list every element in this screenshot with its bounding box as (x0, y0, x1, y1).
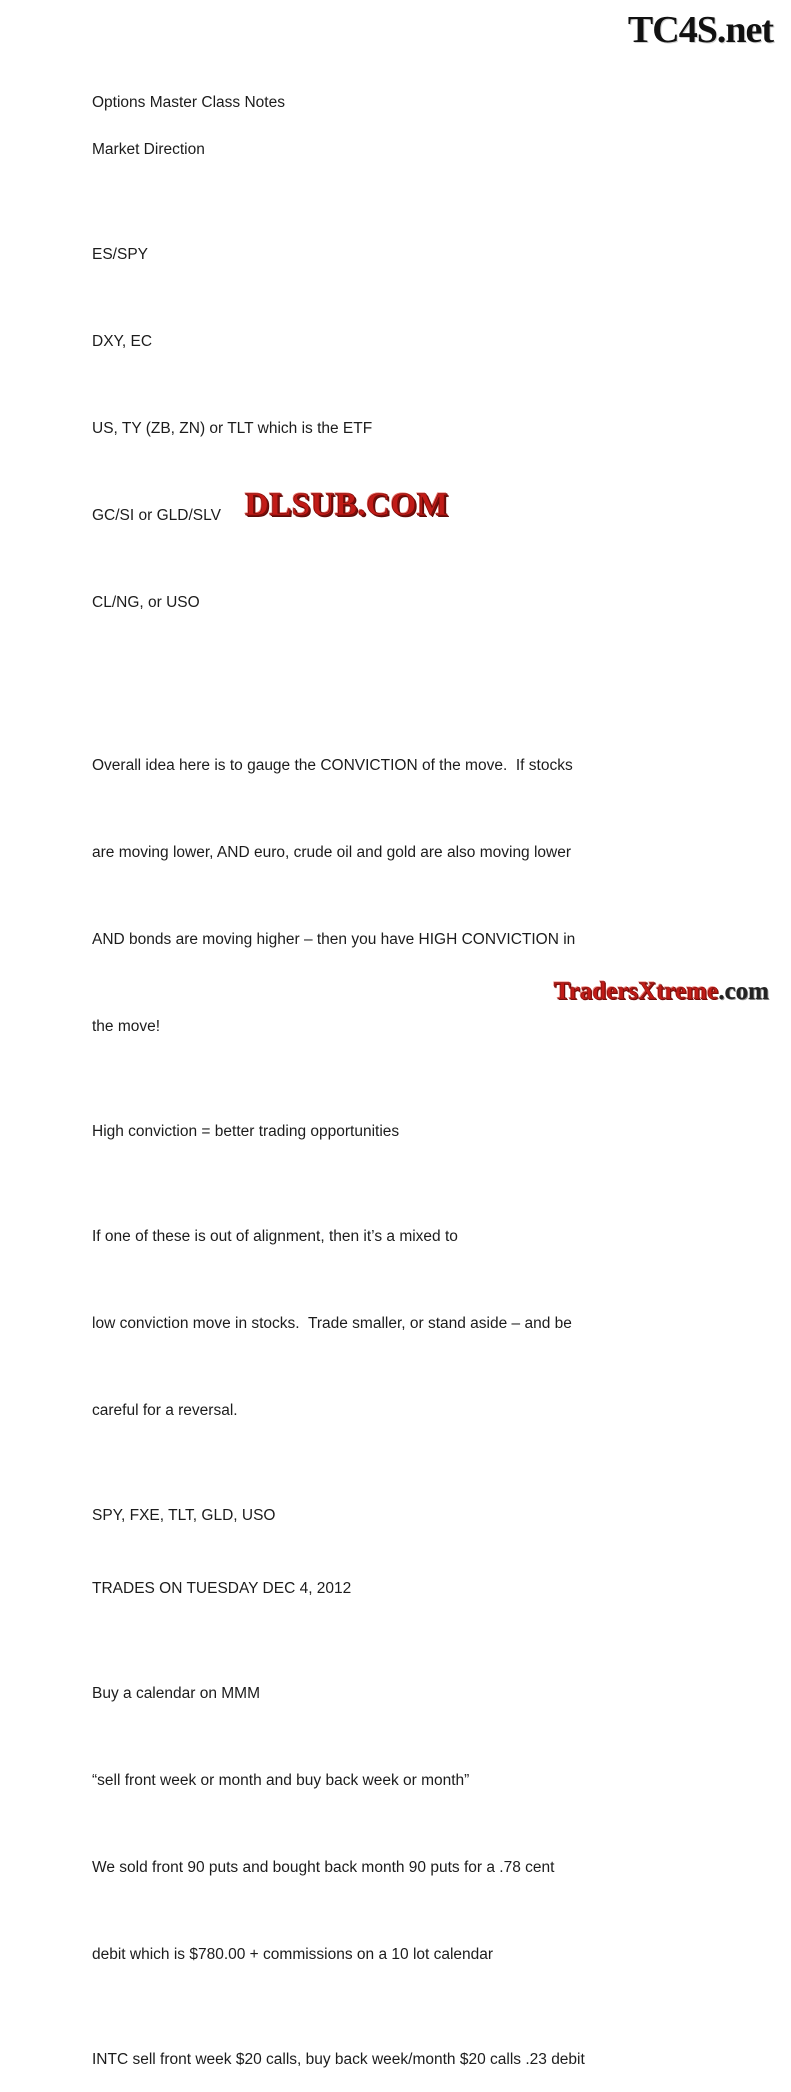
conviction-paragraph-line: AND bonds are moving higher – then you have HIGH CONVICTION in (92, 931, 576, 948)
mixed-conviction-line: If one of these is out of alignment, then it’s a mixed to (92, 1228, 458, 1245)
mixed-conviction-line: careful for a reversal. (92, 1402, 238, 1419)
site-watermark-top: TC4S.net (627, 9, 773, 51)
conviction-paragraph-line: Overall idea here is to gauge the CONVICTION of the move. If stocks (92, 757, 573, 774)
mixed-conviction-paragraph (92, 1164, 702, 1483)
conviction-paragraph (92, 693, 702, 1099)
trade-block-line: Buy a calendar on MMM (92, 1685, 260, 1702)
trade-block-line: debit which is $780.00 + commissions on a 10 lot calendar (92, 1946, 494, 1963)
document-text-body (92, 88, 702, 2092)
tradersxtreme-watermark-bottom (554, 978, 769, 1006)
instrument-list-item: DXY, EC (92, 333, 153, 350)
document-subtitle: Market Direction (92, 141, 205, 158)
instrument-list (92, 182, 702, 675)
instrument-list-item: GC/SI or GLD/SLV (92, 507, 221, 524)
document-title: Options Master Class Notes (92, 94, 285, 111)
instrument-list-item: ES/SPY (92, 246, 148, 263)
tradersxtreme-watermark-name: TradersXtreme (554, 978, 719, 1005)
mixed-conviction-line: low conviction move in stocks. Trade smaller, or stand aside – and be (92, 1315, 572, 1332)
trade-block-line: “sell front week or month and buy back week or month” (92, 1772, 470, 1789)
conviction-note: High conviction = better trading opportunities (92, 1123, 400, 1140)
trades-heading: TRADES ON TUESDAY DEC 4, 2012 (92, 1580, 352, 1597)
trade-last-line: INTC sell front week $20 calls, buy back week/month $20 calls .23 debit (92, 2051, 585, 2068)
dlsub-watermark-center: DLSUB.COM (245, 487, 449, 523)
instrument-list-item: CL/NG, or USO (92, 594, 200, 611)
conviction-paragraph-line: are moving lower, AND euro, crude oil and gold are also moving lower (92, 844, 572, 861)
etf-list: SPY, FXE, TLT, GLD, USO (92, 1507, 276, 1524)
conviction-paragraph-line: the move! (92, 1018, 161, 1035)
tradersxtreme-watermark-tld: .com (718, 978, 769, 1005)
trade-block-line: We sold front 90 puts and bought back month 90 puts for a .78 cent (92, 1859, 555, 1876)
instrument-list-item: US, TY (ZB, ZN) or TLT which is the ETF (92, 420, 373, 437)
trade-block (92, 1621, 702, 2027)
